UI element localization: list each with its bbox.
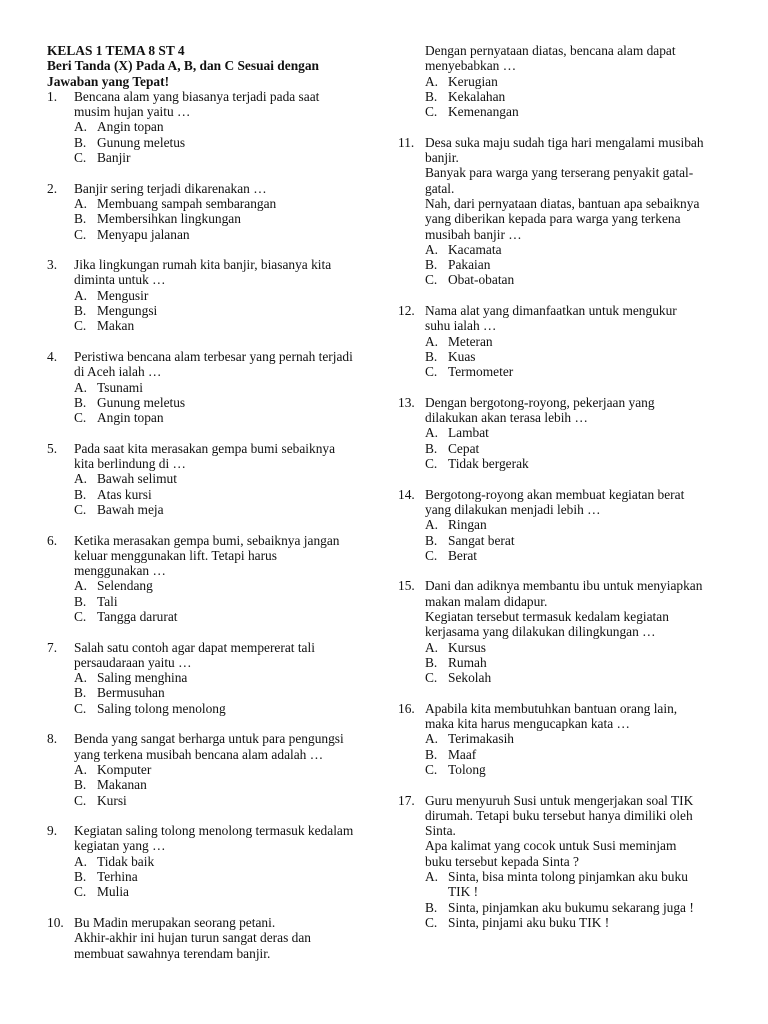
spacer bbox=[47, 165, 377, 180]
question-2 bbox=[47, 181, 377, 196]
option-text: Bawah selimut bbox=[97, 471, 177, 487]
answer-option bbox=[47, 211, 377, 226]
left-question-list bbox=[47, 89, 377, 961]
question-7 bbox=[47, 640, 377, 671]
spacer bbox=[47, 517, 377, 532]
option-text: Maaf bbox=[448, 746, 477, 762]
option-letter: B. bbox=[74, 685, 87, 701]
question-line: Kegiatan tersebut termasuk kedalam kegiatan bbox=[425, 608, 669, 624]
question-16 bbox=[398, 701, 728, 732]
option-letter: A. bbox=[425, 639, 439, 655]
option-letter: B. bbox=[425, 746, 438, 762]
question-line: Pada saat kita merasakan gempa bumi sebaiknya bbox=[74, 440, 336, 456]
option-text: Selendang bbox=[97, 578, 153, 594]
spacer bbox=[398, 288, 728, 303]
answer-option bbox=[47, 685, 377, 700]
answer-option bbox=[398, 89, 728, 104]
question-line: Banyak para warga yang terserang penyakit gatal- bbox=[425, 165, 694, 181]
question-line: Sinta. bbox=[425, 823, 456, 839]
answer-option bbox=[398, 655, 728, 670]
option-letter: B. bbox=[74, 134, 87, 150]
spacer bbox=[398, 930, 728, 945]
option-text: Bawah meja bbox=[97, 501, 164, 517]
answer-option bbox=[398, 257, 728, 272]
answer-option bbox=[47, 777, 377, 792]
option-letter: C. bbox=[74, 792, 87, 808]
answer-option bbox=[47, 594, 377, 609]
answer-option bbox=[398, 74, 728, 89]
option-letter: C. bbox=[74, 318, 87, 334]
question-line: kegiatan yang … bbox=[74, 838, 166, 854]
answer-option bbox=[47, 701, 377, 716]
answer-option bbox=[47, 135, 377, 150]
option-letter: B. bbox=[425, 440, 438, 456]
option-text: Terimakasih bbox=[448, 731, 514, 747]
answer-option bbox=[47, 854, 377, 869]
question-line: Ketika merasakan gempa bumi, sebaiknya jangan bbox=[74, 532, 340, 548]
option-letter: C. bbox=[74, 410, 87, 426]
spacer bbox=[47, 716, 377, 731]
option-letter: C. bbox=[74, 150, 87, 166]
right-column bbox=[398, 43, 728, 946]
question-17 bbox=[398, 793, 728, 869]
option-text: Tidak bergerak bbox=[448, 456, 529, 472]
right-question-list bbox=[398, 135, 728, 946]
question-number: 6. bbox=[47, 532, 58, 548]
option-letter: B. bbox=[425, 532, 438, 548]
question-11 bbox=[398, 135, 728, 242]
option-text: Gunung meletus bbox=[97, 394, 186, 410]
answer-option bbox=[47, 762, 377, 777]
question-line: Benda yang sangat berharga untuk para pengungsi bbox=[74, 731, 344, 747]
answer-option bbox=[398, 334, 728, 349]
answer-option bbox=[398, 670, 728, 685]
question-8 bbox=[47, 731, 377, 762]
question-line: Salah satu contoh agar dapat mempererat tali bbox=[74, 639, 315, 655]
option-letter: B. bbox=[74, 777, 87, 793]
spacer bbox=[398, 563, 728, 578]
answer-option bbox=[398, 915, 728, 930]
question-line: menyebabkan … bbox=[425, 58, 517, 74]
answer-option bbox=[398, 747, 728, 762]
option-text: Cepat bbox=[448, 440, 480, 456]
answer-option bbox=[398, 441, 728, 456]
spacer bbox=[47, 624, 377, 639]
question-number: 1. bbox=[47, 88, 58, 104]
question-12 bbox=[398, 303, 728, 334]
option-letter: C. bbox=[425, 761, 438, 777]
question-line: Peristiwa bencana alam terbesar yang pernah terjadi bbox=[74, 348, 353, 364]
answer-option bbox=[398, 456, 728, 471]
question-line: Nah, dari pernyataan diatas, bantuan apa sebaiknya bbox=[425, 195, 700, 211]
option-letter: A. bbox=[425, 517, 439, 533]
option-letter: B. bbox=[425, 654, 438, 670]
answer-option bbox=[47, 288, 377, 303]
question-line: Bencana alam yang biasanya terjadi pada saat bbox=[74, 88, 320, 104]
option-text: Rumah bbox=[448, 654, 487, 670]
option-letter: B. bbox=[74, 211, 87, 227]
answer-option bbox=[398, 517, 728, 532]
question-number: 5. bbox=[47, 440, 58, 456]
question-line: Bu Madin merupakan seorang petani. bbox=[74, 914, 276, 930]
option-letter: B. bbox=[425, 257, 438, 273]
option-text: Membersihkan lingkungan bbox=[97, 211, 241, 227]
question-10 bbox=[47, 915, 377, 961]
option-letter: A. bbox=[74, 670, 88, 686]
option-text: Sangat berat bbox=[448, 532, 515, 548]
option-text: Sekolah bbox=[448, 670, 492, 686]
question-number: 4. bbox=[47, 348, 58, 364]
option-text: Meteran bbox=[448, 333, 493, 349]
answer-option bbox=[47, 380, 377, 395]
spacer bbox=[398, 777, 728, 792]
instruction-line-1: Beri Tanda (X) Pada A, B, dan C Sesuai dengan bbox=[47, 58, 319, 74]
option-text: Kursi bbox=[97, 792, 127, 808]
option-text: Mulia bbox=[97, 884, 129, 900]
question-line: musim hujan yaitu … bbox=[74, 104, 191, 120]
question-1 bbox=[47, 89, 377, 120]
option-letter: A. bbox=[74, 379, 88, 395]
option-text: Kuas bbox=[448, 348, 476, 364]
left-column bbox=[47, 43, 377, 961]
option-text: Berat bbox=[448, 547, 477, 563]
question-line: Dani dan adiknya membantu ibu untuk menyiapkan bbox=[425, 578, 703, 594]
question-line: kita berlindung di … bbox=[74, 456, 186, 472]
option-letter: A. bbox=[74, 578, 88, 594]
answer-option bbox=[47, 410, 377, 425]
option-letter: C. bbox=[425, 456, 438, 472]
question-line: dirumah. Tetapi buku tersebut hanya dimiliki oleh bbox=[425, 807, 693, 823]
option-letter: C. bbox=[425, 364, 438, 380]
option-letter: B. bbox=[74, 303, 87, 319]
question-line: di Aceh ialah … bbox=[74, 364, 162, 380]
spacer bbox=[47, 425, 377, 440]
answer-option bbox=[398, 349, 728, 364]
answer-option bbox=[47, 487, 377, 502]
spacer bbox=[47, 242, 377, 257]
answer-option bbox=[47, 793, 377, 808]
question-line: banjir. bbox=[425, 150, 459, 166]
spacer bbox=[398, 119, 728, 134]
option-text: Komputer bbox=[97, 761, 152, 777]
option-text: Menyapu jalanan bbox=[97, 226, 190, 242]
option-text: Tolong bbox=[448, 761, 486, 777]
option-text: Angin topan bbox=[97, 119, 164, 135]
question-line: Bergotong-royong akan membuat kegiatan berat bbox=[425, 486, 685, 502]
answer-option bbox=[47, 884, 377, 899]
option-letter: A. bbox=[425, 241, 439, 257]
option-letter: A. bbox=[74, 195, 88, 211]
question-line: Apa kalimat yang cocok untuk Susi meminjam bbox=[425, 838, 677, 854]
question-number: 8. bbox=[47, 731, 58, 747]
answer-option bbox=[47, 119, 377, 134]
question-line: Nama alat yang dimanfaatkan untuk mengukur bbox=[425, 303, 677, 319]
option-letter: A. bbox=[425, 73, 439, 89]
option-letter: C. bbox=[425, 670, 438, 686]
question-line: yang dilakukan menjadi lebih … bbox=[425, 501, 601, 517]
option-text: Makanan bbox=[97, 777, 147, 793]
question-line: Dengan pernyataan diatas, bencana alam dapat bbox=[425, 43, 676, 58]
answer-option bbox=[47, 670, 377, 685]
answer-option bbox=[398, 731, 728, 746]
option-letter: A. bbox=[74, 287, 88, 303]
option-text: Saling menghina bbox=[97, 670, 188, 686]
option-letter: A. bbox=[425, 425, 439, 441]
question-6 bbox=[47, 533, 377, 579]
option-text: Saling tolong menolong bbox=[97, 700, 226, 716]
option-letter: B. bbox=[425, 899, 438, 915]
answer-option bbox=[398, 242, 728, 257]
option-letter: B. bbox=[74, 593, 87, 609]
question-line: Akhir-akhir ini hujan turun sangat deras dan bbox=[74, 930, 311, 946]
spacer bbox=[47, 334, 377, 349]
option-text: Terhina bbox=[97, 869, 138, 885]
question-line: makan malam didapur. bbox=[425, 593, 548, 609]
question-line: yang terkena musibah bencana alam adalah … bbox=[74, 746, 324, 762]
answer-option bbox=[47, 609, 377, 624]
question-line: keluar menggunakan lift. Tetapi harus bbox=[74, 547, 277, 563]
option-letter: A. bbox=[425, 731, 439, 747]
option-letter: C. bbox=[425, 272, 438, 288]
question-13 bbox=[398, 395, 728, 426]
option-text: Kacamata bbox=[448, 241, 502, 257]
question-line: diminta untuk … bbox=[74, 272, 166, 288]
option-letter: A. bbox=[74, 853, 88, 869]
option-letter: B. bbox=[74, 394, 87, 410]
answer-option bbox=[47, 227, 377, 242]
question-line: maka kita harus mengucapkan kata … bbox=[425, 716, 630, 732]
question-line: suhu ialah … bbox=[425, 318, 497, 334]
question-5 bbox=[47, 441, 377, 472]
option-letter: B. bbox=[74, 486, 87, 502]
option-letter: C. bbox=[74, 226, 87, 242]
question-number: 2. bbox=[47, 180, 58, 196]
answer-option bbox=[47, 196, 377, 211]
worksheet-header bbox=[47, 43, 377, 89]
question-number: 13. bbox=[398, 394, 415, 410]
question-line: Dengan bergotong-royong, pekerjaan yang bbox=[425, 394, 655, 410]
option-letter: B. bbox=[74, 869, 87, 885]
option-letter: A. bbox=[74, 471, 88, 487]
answer-option bbox=[398, 272, 728, 287]
question-14 bbox=[398, 487, 728, 518]
option-letter: A. bbox=[74, 119, 88, 135]
question-number: 3. bbox=[47, 257, 58, 273]
question-number: 17. bbox=[398, 792, 415, 808]
answer-option bbox=[398, 364, 728, 379]
option-letter: C. bbox=[74, 608, 87, 624]
question-number: 16. bbox=[398, 700, 415, 716]
option-text: Sinta, bisa minta tolong pinjamkan aku buku bbox=[448, 869, 688, 885]
answer-option bbox=[398, 640, 728, 655]
option-text: Obat-obatan bbox=[448, 272, 515, 288]
option-text: Termometer bbox=[448, 364, 514, 380]
question-line: Banjir sering terjadi dikarenakan … bbox=[74, 180, 267, 196]
instruction-line-2: Jawaban yang Tepat! bbox=[47, 73, 170, 89]
spacer bbox=[47, 900, 377, 915]
question-15 bbox=[398, 578, 728, 639]
question-line: kerjasama yang dilakukan dilingkungan … bbox=[425, 624, 656, 640]
question-line: Desa suka maju sudah tiga hari mengalami musibah bbox=[425, 134, 704, 150]
option-text: Lambat bbox=[448, 425, 489, 441]
answer-option bbox=[398, 869, 728, 900]
answer-option bbox=[47, 395, 377, 410]
option-text: Tangga darurat bbox=[97, 608, 178, 624]
option-letter: A. bbox=[74, 761, 88, 777]
question-number: 11. bbox=[398, 134, 415, 150]
answer-option bbox=[47, 502, 377, 517]
option-text: Sinta, pinjami aku buku TIK ! bbox=[448, 914, 610, 930]
option-letter: C. bbox=[74, 700, 87, 716]
spacer bbox=[398, 380, 728, 395]
answer-option bbox=[47, 578, 377, 593]
spacer bbox=[398, 471, 728, 486]
option-letter: A. bbox=[425, 869, 439, 885]
option-text: Mengusir bbox=[97, 287, 149, 303]
question-3 bbox=[47, 257, 377, 288]
answer-option bbox=[47, 318, 377, 333]
option-text: Tali bbox=[97, 593, 118, 609]
option-text: TIK ! bbox=[448, 884, 479, 900]
question-line: menggunakan … bbox=[74, 563, 166, 579]
spacer bbox=[47, 808, 377, 823]
question-line: membuat sawahnya terendam banjir. bbox=[74, 945, 271, 961]
answer-option bbox=[398, 425, 728, 440]
question-number: 9. bbox=[47, 823, 58, 839]
question-line: yang diberikan kepada para warga yang terkena bbox=[425, 211, 681, 227]
worksheet-title: KELAS 1 TEMA 8 ST 4 bbox=[47, 43, 185, 58]
option-letter: C. bbox=[74, 501, 87, 517]
option-text: Membuang sampah sembarangan bbox=[97, 195, 277, 211]
answer-option bbox=[398, 900, 728, 915]
question-line: dilakukan akan terasa lebih … bbox=[425, 410, 588, 426]
spacer bbox=[398, 685, 728, 700]
option-text: Pakaian bbox=[448, 257, 491, 273]
answer-option bbox=[47, 471, 377, 486]
question-line: musibah banjir … bbox=[425, 226, 522, 242]
option-letter: A. bbox=[425, 333, 439, 349]
question-number: 15. bbox=[398, 578, 415, 594]
option-text: Angin topan bbox=[97, 410, 164, 426]
option-letter: C. bbox=[425, 547, 438, 563]
question-line: persaudaraan yaitu … bbox=[74, 654, 192, 670]
option-letter: C. bbox=[425, 914, 438, 930]
option-text: Kemenangan bbox=[448, 104, 519, 120]
option-text: Kursus bbox=[448, 639, 486, 655]
question-number: 14. bbox=[398, 486, 415, 502]
option-text: Kerugian bbox=[448, 73, 498, 89]
option-text: Ringan bbox=[448, 517, 487, 533]
option-text: Tidak baik bbox=[97, 853, 155, 869]
answer-option bbox=[47, 869, 377, 884]
option-text: Sinta, pinjamkan aku bukumu sekarang juga ! bbox=[448, 899, 694, 915]
question-line: gatal. bbox=[425, 180, 455, 196]
option-text: Banjir bbox=[97, 150, 131, 166]
option-text: Gunung meletus bbox=[97, 134, 186, 150]
question-line: Kegiatan saling tolong menolong termasuk kedalam bbox=[74, 823, 354, 839]
question-number: 10. bbox=[47, 914, 64, 930]
answer-option bbox=[47, 150, 377, 165]
question-9 bbox=[47, 823, 377, 854]
question-number: 12. bbox=[398, 303, 415, 319]
answer-option bbox=[398, 104, 728, 119]
question-10-continued bbox=[398, 43, 728, 74]
option-text: Mengungsi bbox=[97, 303, 158, 319]
answer-option bbox=[398, 762, 728, 777]
option-letter: B. bbox=[425, 88, 438, 104]
question-line: Guru menyuruh Susi untuk mengerjakan soal TIK bbox=[425, 792, 694, 808]
option-text: Makan bbox=[97, 318, 135, 334]
answer-option bbox=[398, 533, 728, 548]
option-letter: C. bbox=[74, 884, 87, 900]
question-line: Apabila kita membutuhkan bantuan orang lain, bbox=[425, 700, 678, 716]
option-text: Bermusuhan bbox=[97, 685, 165, 701]
answer-option bbox=[398, 548, 728, 563]
question-4 bbox=[47, 349, 377, 380]
option-text: Atas kursi bbox=[97, 486, 152, 502]
question-line: buku tersebut kepada Sinta ? bbox=[425, 853, 579, 869]
option-text: Tsunami bbox=[97, 379, 143, 395]
question-number: 7. bbox=[47, 639, 58, 655]
option-letter: C. bbox=[425, 104, 438, 120]
option-text: Kekalahan bbox=[448, 88, 506, 104]
answer-option bbox=[47, 303, 377, 318]
option-letter: B. bbox=[425, 348, 438, 364]
question-line: Jika lingkungan rumah kita banjir, biasanya kita bbox=[74, 257, 332, 273]
